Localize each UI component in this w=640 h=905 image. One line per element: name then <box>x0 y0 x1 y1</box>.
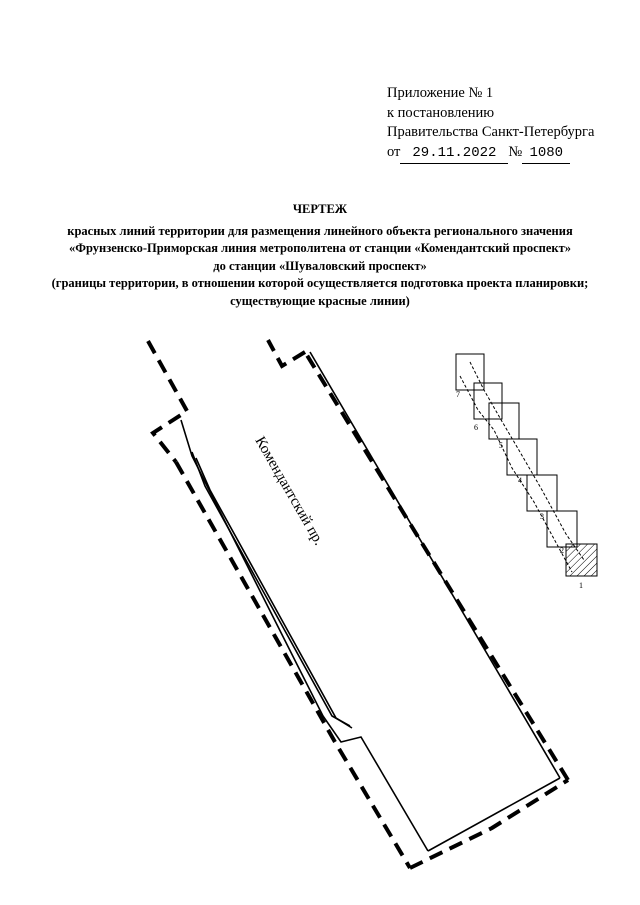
route-outline-left <box>460 376 572 572</box>
resolution-number: 1080 <box>522 144 570 165</box>
street-name: Комендантский пр. <box>251 434 327 549</box>
sheet-frame-1[interactable] <box>566 544 597 576</box>
red-line-left-inner-2 <box>196 458 352 728</box>
red-line-right <box>310 352 560 778</box>
sheet-label-1: 1 <box>579 581 583 590</box>
title-line-5: существующие красные линии) <box>230 293 410 308</box>
boundary-left-upper <box>148 341 187 462</box>
boundary-bottom <box>410 780 568 868</box>
appendix-number: Приложение № 1 <box>387 85 494 101</box>
route-outline-right <box>470 362 584 560</box>
sheet-frame-7 <box>456 354 484 390</box>
title-line-3: до станции «Шуваловский проспект» <box>213 258 427 273</box>
sheet-frame-6 <box>474 383 502 419</box>
sheet-index-diagram <box>456 354 597 576</box>
resolution-date: 29.11.2022 <box>400 144 508 165</box>
date-prefix: от <box>387 143 401 160</box>
sheet-frame-2 <box>547 511 577 547</box>
government-name: Правительства Санкт-Петербурга <box>387 124 595 140</box>
red-line-left-inner-1 <box>192 452 350 726</box>
number-prefix: № <box>508 143 523 160</box>
sheet-label-5: 5 <box>499 441 503 450</box>
sheet-label-3: 3 <box>540 512 544 521</box>
resolution-ref: к постановлению <box>387 104 495 121</box>
sheet-label-7: 7 <box>456 390 460 399</box>
sheet-label-2: 2 <box>560 546 564 555</box>
sheet-label-6: 6 <box>474 423 478 432</box>
existing-red-lines <box>181 352 560 851</box>
title-line-1: красных линий территории для размещения линейного объекта регионального значения <box>67 223 573 238</box>
red-line-left-outer <box>181 420 428 851</box>
sheet-frame-3 <box>527 475 557 511</box>
title-heading: ЧЕРТЕЖ <box>292 202 348 216</box>
boundary-left-lower <box>176 462 410 868</box>
sheet-frame-4 <box>507 439 537 475</box>
title-line-4: (границы территории, в отношении которой осуществляется подготовка проекта планировки; <box>51 276 589 290</box>
red-line-bottom <box>428 778 560 851</box>
boundary-top-right <box>268 340 305 366</box>
sheet-frame-5 <box>489 403 519 439</box>
title-line-2: «Фрунзенско-Приморская линия метрополитена от станции «Комендантский проспект» <box>69 241 571 255</box>
territory-boundary <box>148 340 568 868</box>
sheet-label-4: 4 <box>518 476 522 485</box>
